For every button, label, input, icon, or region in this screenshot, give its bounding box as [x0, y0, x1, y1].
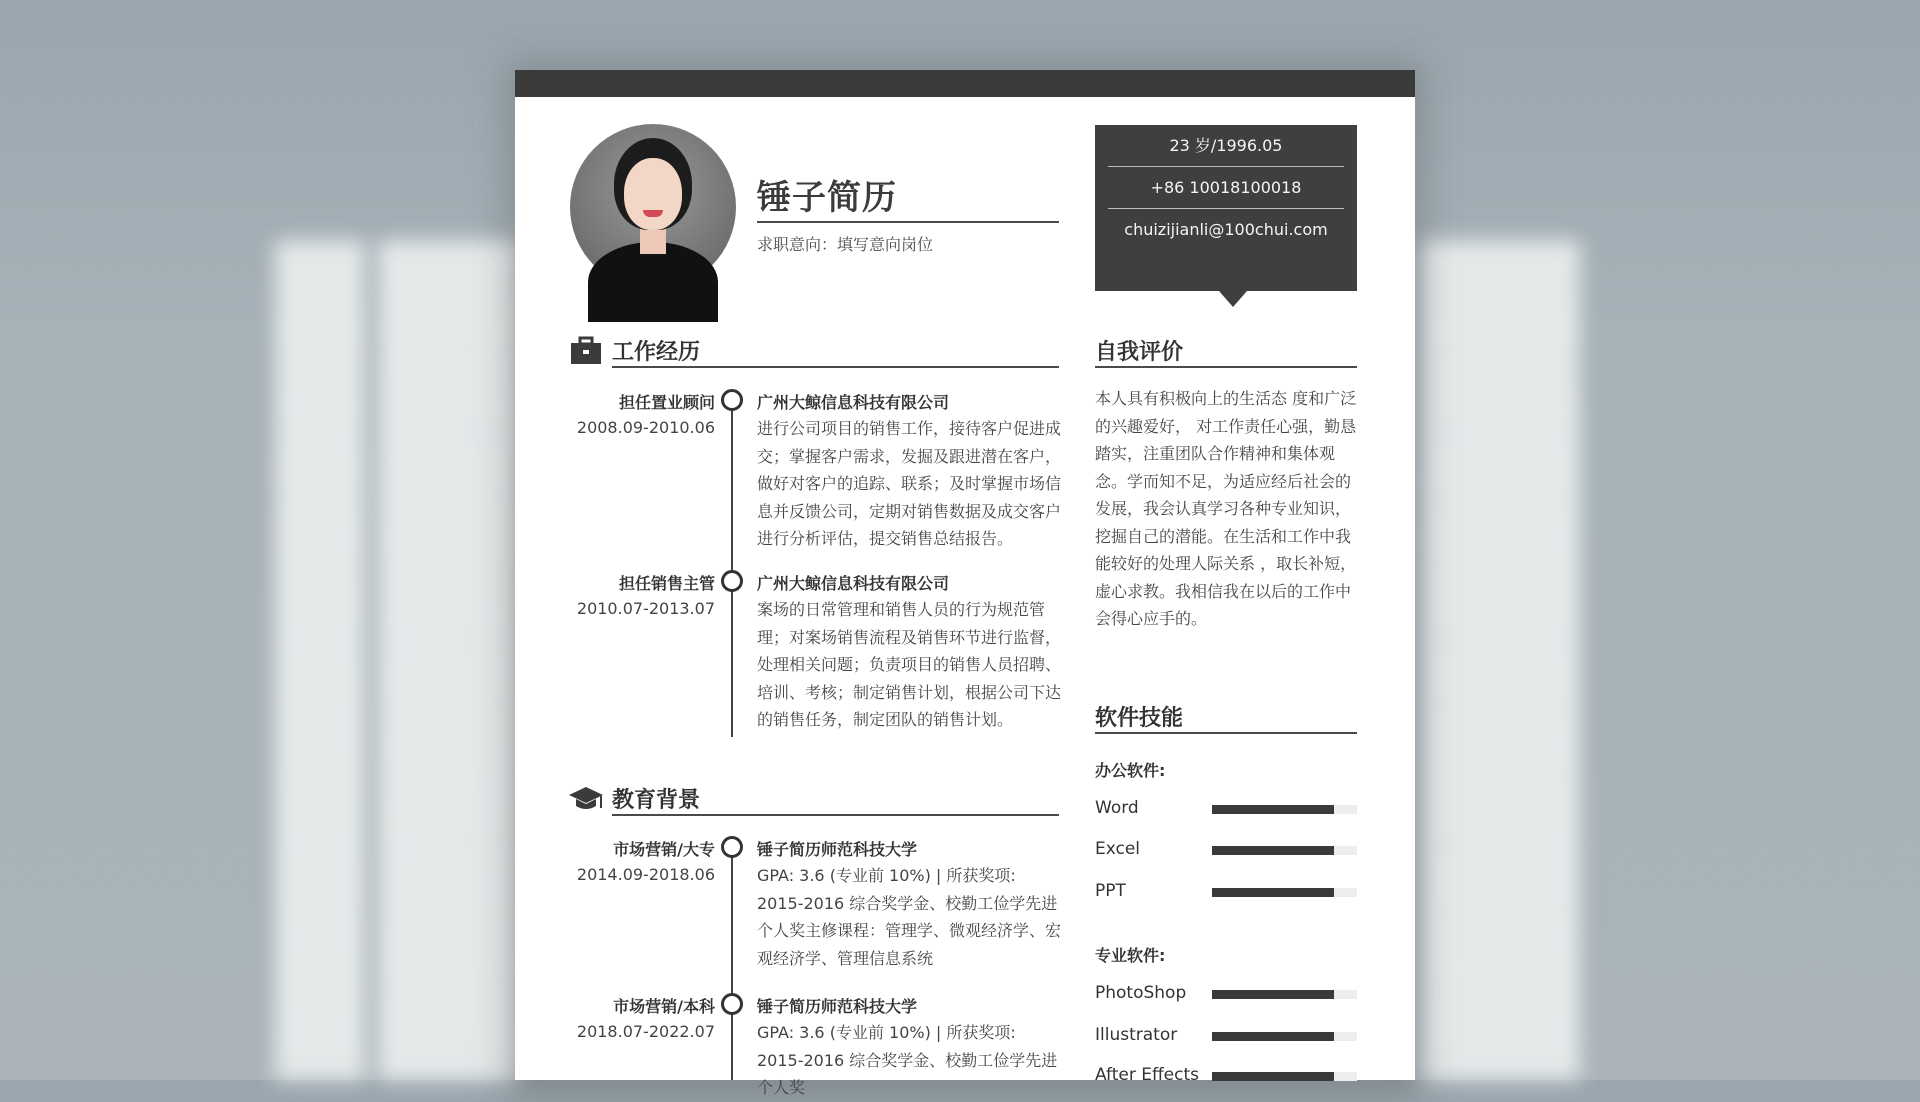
skill-bar: [1212, 990, 1357, 999]
name-divider: [757, 221, 1059, 223]
work-company: 广州大鲸信息科技有限公司: [757, 574, 950, 593]
graduation-cap-icon: [568, 784, 604, 814]
education-school: 锤子简历师范科技大学: [757, 840, 918, 859]
skill-bar-fill: [1212, 990, 1334, 999]
skill-bar-fill: [1212, 805, 1334, 814]
contact-phone: +86 10018100018: [1150, 178, 1302, 197]
work-timeline: [731, 400, 733, 737]
education-major: 市场营销/本科: [613, 997, 715, 1016]
work-section-title: 工作经历: [612, 340, 701, 365]
education-section-divider: [612, 814, 1059, 816]
education-timeline: [731, 848, 733, 1080]
briefcase-icon: [570, 336, 602, 366]
skill-bar-fill: [1212, 1032, 1334, 1041]
skill-name: After Effects: [1095, 1065, 1200, 1085]
skills-section-divider: [1095, 732, 1357, 734]
background-light-strip: [378, 240, 518, 1080]
self-eval-text: 本人具有积极向上的生活态 度和广泛的兴趣爱好， 对工作责任心强，勤恳踏实，注重团队合作精神和集体观念。学而知不足，为适应经后社会的发展，我会认真学习各种专业知识，挖掘自己的潜能。在生活和工作中我能较好的处理人际关系 ，取长补短，虚心求教。我相信我在以后的工作中会得心应手的。: [1095, 389, 1357, 628]
contact-email: chuizijianli@100chui.com: [1124, 220, 1328, 239]
work-period: 2008.09-2010.06: [576, 418, 715, 437]
skill-name: PhotoShop: [1095, 983, 1187, 1003]
skill-bar: [1212, 1032, 1357, 1041]
education-description: GPA: 3.6 (专业前 10%) | 所获奖项: 2015-2016 综合奖学金、校勤工俭学先进个人奖: [757, 1023, 1058, 1097]
resume-page: [515, 70, 1415, 1097]
skill-bar-fill: [1212, 1072, 1334, 1081]
contact-box: [1095, 125, 1357, 291]
skill-bar: [1212, 1072, 1357, 1081]
education-period: 2018.07-2022.07: [576, 1022, 715, 1041]
skill-bar: [1212, 805, 1357, 814]
resume-name: 锤子简历: [757, 178, 897, 218]
work-section-divider: [612, 366, 1059, 368]
avatar: [570, 124, 736, 290]
work-period: 2010.07-2013.07: [576, 599, 715, 618]
skill-name: PPT: [1095, 881, 1126, 901]
skill-bar-fill: [1212, 888, 1334, 897]
timeline-dot: [721, 389, 743, 411]
top-bar: [515, 70, 1415, 97]
timeline-dot: [721, 993, 743, 1015]
skill-group-label: 专业软件:: [1095, 946, 1166, 965]
education-description: GPA: 3.6 (专业前 10%) | 所获奖项: 2015-2016 综合奖学金、校勤工俭学先进个人奖主修课程：管理学、微观经济学、宏观经济学、管理信息系统: [757, 866, 1062, 968]
work-role: 担任销售主管: [618, 574, 715, 593]
skill-bar: [1212, 846, 1357, 855]
skill-bar: [1212, 888, 1357, 897]
contact-age: 23 岁/1996.05: [1169, 136, 1283, 155]
work-description: 案场的日常管理和销售人员的行为规范管理；对案场销售流程及销售环节进行监督，处理相关问题；负责项目的销售人员招聘、培训、考核；制定销售计划，根据公司下达的销售任务，制定团队的销售计划。: [757, 600, 1062, 729]
skills-section-title: 软件技能: [1095, 706, 1184, 731]
skill-bar-fill: [1212, 846, 1334, 855]
timeline-dot: [721, 570, 743, 592]
background-light-strip: [275, 240, 365, 1080]
contact-pointer: [1219, 291, 1247, 307]
self-eval-section-divider: [1095, 366, 1357, 368]
self-eval-section-title: 自我评价: [1095, 340, 1184, 365]
education-school: 锤子简历师范科技大学: [757, 997, 918, 1016]
skill-group-label: 办公软件:: [1095, 761, 1166, 780]
timeline-dot: [721, 836, 743, 858]
work-description: 进行公司项目的销售工作，接待客户促进成交；掌握客户需求，发掘及跟进潜在客户，做好对客户的追踪、联系；及时掌握市场信息并反馈公司，定期对销售数据及成交客户进行分析评估，提交销售总结报告。: [757, 419, 1062, 548]
skill-name: Excel: [1095, 839, 1141, 859]
skill-name: Illustrator: [1095, 1025, 1178, 1045]
background-light-strip: [1420, 240, 1580, 1080]
education-period: 2014.09-2018.06: [576, 865, 715, 884]
skill-name: Word: [1095, 798, 1139, 818]
job-intent: 求职意向：填写意向岗位: [757, 235, 934, 254]
education-section-title: 教育背景: [612, 788, 701, 813]
education-major: 市场营销/大专: [613, 840, 715, 859]
work-company: 广州大鲸信息科技有限公司: [757, 393, 950, 412]
work-role: 担任置业顾问: [618, 393, 715, 412]
